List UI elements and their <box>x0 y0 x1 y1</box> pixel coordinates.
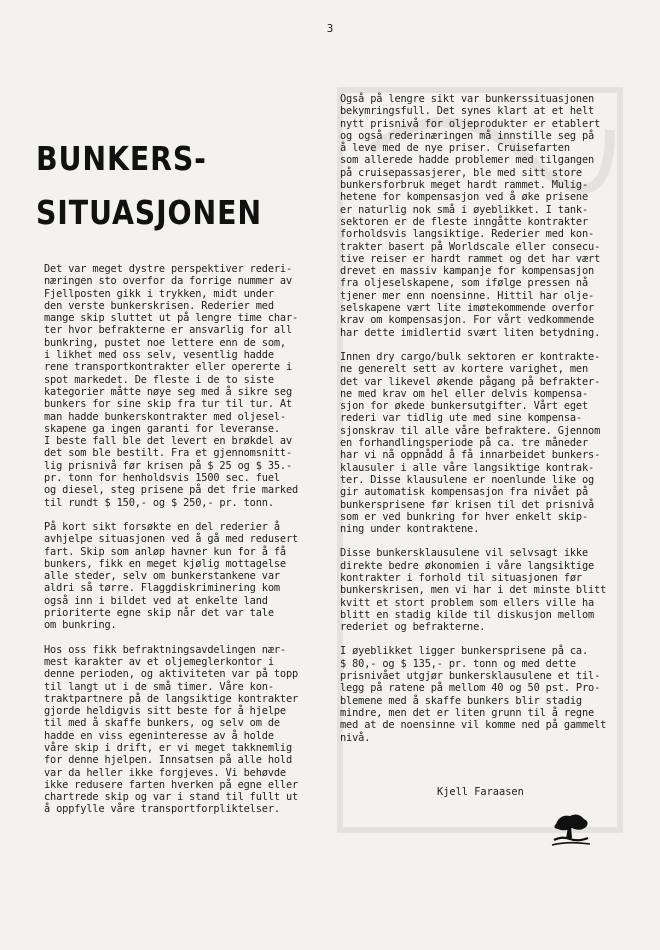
right-paragraph-3: Disse bunkersklausulene vil selvsagt ikke direkte bedre økonomien i våre langsiktige kontrakter i forhold til situasjonen før bunkerskrisen, men vi har i det minste blitt kvitt et stort problem som ellers ville ha blitt en stadig kilde til diskusjon mellom rederiet og befrakterne. <box>340 547 607 634</box>
author-signature: Kjell Faraasen <box>437 786 524 798</box>
right-column <box>340 93 626 756</box>
right-paragraph-1: Også på lengre sikt var bunkerssituasjonen bekymringsfull. Det synes klart at et helt nytt prisnivå for oljeprodukter er etablert og også rederinæringen må innstille seg på å leve med de nye priser. Cruisefarten som allerede hadde problemer med tilgangen på cruisepassasjerer, ble med sitt store bunkersforbruk meget hardt rammet. Mulig- hetene for kompensasjon ved å øke prisene er naturlig nok små i øyeblikket. I tank- sektoren er de fleste inngåtte kontrakter forholdsvis langsiktige. Rederier med kon- trakter basert på Worldscale eller consecu- tive reiser er hardt rammet og det har vært drevet en massiv kampanje for kompensasjon fra oljeselskapene, som ifølge pressen nå tjener mer enn noensinne. Hittil har olje- selskapene vært lite imøtekommende overfor krav om kompensasjon. For vårt vedkommende har dette imidlertid svært liten betydning. <box>340 93 601 339</box>
headline-line-2: SITUASJONEN <box>36 193 262 233</box>
left-paragraph-1: Det var meget dystre perspektiver rederi- næringen sto overfor da forrige nummer av Fjellposten gikk i trykken, midt under den verste bunkerskrisen. Rederier med mange skip sluttet ut på lengre time char- ter hvor befrakterne er ansvarlig for all bunkring, pustet noe lettere enn de som, i likhet med oss selv, vesentlig hadde rene transportkontrakter eller opererte i spot markedet. De fleste i de to siste kategorier måtte nøye seg med å sikre seg bunkers for sine skip fra tur til tur. At man hadde bunkerskontrakter med oljesel- skapene ga ingen garanti for leveranse. I beste fall ble det levert en brøkdel av det som ble bestilt. Fra et gjennomsnitt- lig prisnivå før krisen på $ 25 og $ 35.- pr. tonn for henholdsvis 1500 sec. fuel og diesel, steg prisene på det frie marked til rundt $ 150,- og $ 250,- pr. tonn. <box>44 263 299 509</box>
article-headline <box>36 132 262 240</box>
page-number: 3 <box>326 22 334 35</box>
headline-line-1: BUNKERS- <box>36 139 207 179</box>
right-paragraph-2: Innen dry cargo/bulk sektoren er kontrakte- ne generelt sett av kortere varighet, men det var likevel økende pågang på befrakter- ne med krav om hel eller delvis kompensa- sjon for økede bunkersutgifter. Vårt eget rederi var tidlig ute med sine kompensa- sjonskrav til alle våre befraktere. Gjennom en forhandlingsperiode på ca. tre måneder har vi nå oppnådd å få innarbeidet bunkers- klausuler i alle våre langsiktige kontrak- ter. Disse klausulene er noenlunde like og gir automatisk kompensasjon fra nivået på bunkersprisene før krisen til det prisnivå som er ved bunkring for hver enkelt skip- ning under kontraktene. <box>340 350 601 536</box>
left-paragraph-2: På kort sikt forsøkte en del rederier å avhjelpe situasjonen ved å gå med redusert fart. Skip som anløp havner kun for å få bunkers, fikk en meget kjølig mottagelse alle steder, selv om bunkerstankene var aldri så tørre. Flaggdiskriminering kom også inn i bildet ved at enkelte land prioriterte egne skip når det var tale om bunkring. <box>44 520 299 632</box>
right-paragraph-4: I øyeblikket ligger bunkersprisene på ca. $ 80,- og $ 135,- pr. tonn og med dette prisnivået utgjør bunkersklausulene et til- legg på ratene på mellom 40 og 50 pst. Pro- blemene med å skaffe bunkers blir stadig mindre, men det er liten grunn til å regne med at de noensinne vil komme ned på gammelt nivå. <box>340 645 607 744</box>
tree-logo-icon <box>548 810 592 848</box>
left-column <box>44 263 322 828</box>
left-paragraph-3: Hos oss fikk befraktningsavdelingen nær- mest karakter av et oljemeglerkontor i denne perioden, og aktiviteten var på topp til langt ut i de små timer. Våre kon- traktpartnere på de langsiktige kontrakter gjorde heldigvis sitt beste for å hjelpe til med å skaffe bunkers, og selv om de hadde en viss egeninteresse av å holde våre skip i drift, er vi meget takknemlig for denne hjelpen. Innsatsen på alle hold var da heller ikke forgjeves. Vi behøvde ikke redusere farten hverken på egne eller chartrede skip og var i stand til fullt ut å oppfylle våre transportforpliktelser. <box>44 643 299 816</box>
